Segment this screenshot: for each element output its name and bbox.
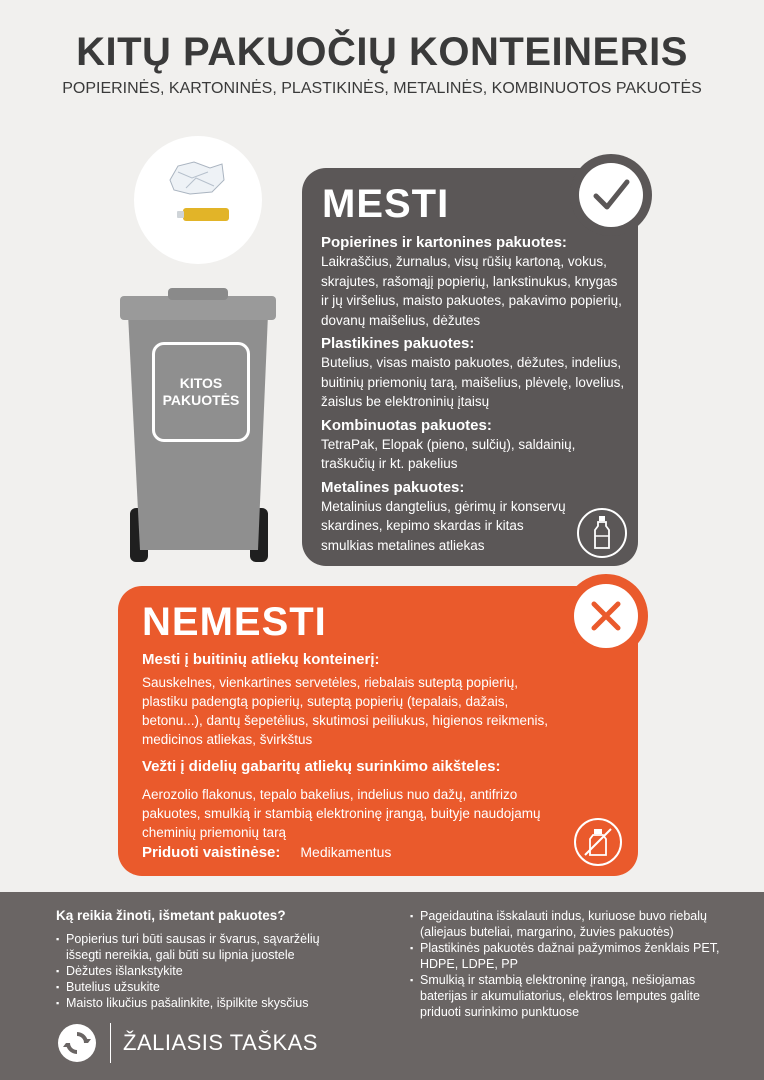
bin-label [152, 342, 250, 442]
nemesti-section-heading: Vežti į didelių gabaritų atliekų surinkimo aikšteles: [142, 758, 501, 775]
mesti-section [321, 335, 627, 412]
brand-name: ŽALIASIS TAŠKAS [123, 1030, 318, 1055]
check-badge [570, 154, 652, 236]
x-icon [586, 596, 626, 636]
mesti-section [321, 417, 627, 474]
pharmacy-line [142, 844, 391, 861]
footer-right-column [410, 908, 720, 1020]
brand-block [58, 1023, 318, 1063]
mesti-title: MESTI [322, 182, 450, 226]
mesti-panel [302, 168, 638, 566]
checkmark-icon [588, 172, 634, 218]
mesti-section-heading: Plastikines pakuotes: [321, 335, 475, 352]
x-badge [564, 574, 648, 658]
recycle-logo-icon [58, 1024, 96, 1062]
footer-bullet: ▪ Maisto likučius pašalinkite, išpilkite skysčius [56, 995, 356, 1011]
nemesti-section-text: Aerozolio flakonus, tepalo bakelius, indelius nuo dažų, antifrizo pakuotes, smulkią ir stambią elektroninę įrangą, buityje naudojamų cheminių priemonių tarą [142, 787, 541, 840]
footer-bullet: ▪ Pageidautina išskalauti indus, kuriuose buvo riebalų (aliejaus buteliai, margarino, žuvies pakuotės) [410, 908, 720, 940]
nemesti-section-heading: Mesti į buitinių atliekų konteinerį: [142, 651, 380, 668]
mesti-section-heading: Kombinuotas pakuotes: [321, 416, 492, 434]
footer [0, 892, 764, 1080]
bin-label-line2: PAKUOTĖS [162, 392, 240, 408]
battery-icon [175, 205, 231, 223]
bottle-icon [577, 508, 627, 558]
page-subtitle: POPIERINĖS, KARTONINĖS, PLASTIKINĖS, METALINĖS, KOMBINUOTOS PAKUOTĖS [62, 80, 702, 97]
nemesti-section-text: Sauskelnes, vienkartines servetėles, riebalais suteptą popierių, plastiku padengtą popierių, suteptą popierių (tepalais, dažais, betonu...), dantų šepetėlius, skutimosi peiliukus, higienos reikmenis, medicinos atliekas, švirkštus [142, 675, 548, 747]
footer-bullet: ▪ Popierius turi būti sausas ir švarus, sąvaržėlių išsegti nereikia, gali būti su lipnia juostele [56, 931, 356, 963]
footer-left-column [56, 908, 356, 1011]
mesti-section-heading: Metalines pakuotes: [321, 478, 465, 496]
no-bottle-icon [574, 818, 622, 866]
mesti-section-text: Metalinius dangtelius, gėrimų ir konservų skardines, kepimo skardas ir kitas smulkias metalines atliekas [321, 498, 566, 553]
mesti-section-text: Butelius, visas maisto pakuotes, dėžutes, indelius, buitinių priemonių tarą, maišelius, plėvelę, lovelius, žaislus be elektroninių įtaisų [321, 355, 625, 409]
footer-bullet: ▪ Plastikinės pakuotės dažnai pažymimos ženklais PET, HDPE, LDPE, PP [410, 940, 720, 972]
pharmacy-value: Medikamentus [300, 844, 392, 860]
brand-divider [110, 1023, 111, 1063]
footer-bullet: ▪ Butelius užsukite [56, 979, 356, 995]
bin-label-line1: KITOS [179, 375, 223, 391]
footer-bullet: ▪ Dėžutes išlankstykite [56, 963, 356, 979]
pharmacy-label: Priduoti vaistinėse: [142, 844, 281, 861]
mesti-section-text: Laikraščius, žurnalus, visų rūšių kartoną, vokus, skrajutes, rašomąjį popierių, lankstinukus, knygas ir jų viršelius, maisto pakuotes, pakavimo popierių, dovanų maišelius, dėžutes [321, 254, 622, 328]
mesti-section-text: TetraPak, Elopak (pieno, sulčių), saldainių, traškučių ir kt. pakelius [321, 436, 576, 471]
mesti-section [321, 234, 627, 330]
trash-illustration-circle [134, 136, 262, 264]
nemesti-section [142, 650, 562, 749]
footer-bullet: ▪ Smulkią ir stambią elektroninę įrangą, nešiojamas baterijas ir akumuliatorius, elektros lemputes galite priduoti surinkimo punktuose [410, 972, 720, 1020]
crumpled-paper-icon [164, 158, 228, 198]
nemesti-section [142, 757, 562, 842]
mesti-section-heading: Popierines ir kartonines pakuotes: [321, 234, 567, 251]
nemesti-title: NEMESTI [142, 600, 327, 644]
nemesti-panel [118, 586, 638, 876]
page-title: KITŲ PAKUOČIŲ KONTEINERIS [76, 30, 688, 74]
footer-question: Ką reikia žinoti, išmetant pakuotes? [56, 908, 286, 923]
